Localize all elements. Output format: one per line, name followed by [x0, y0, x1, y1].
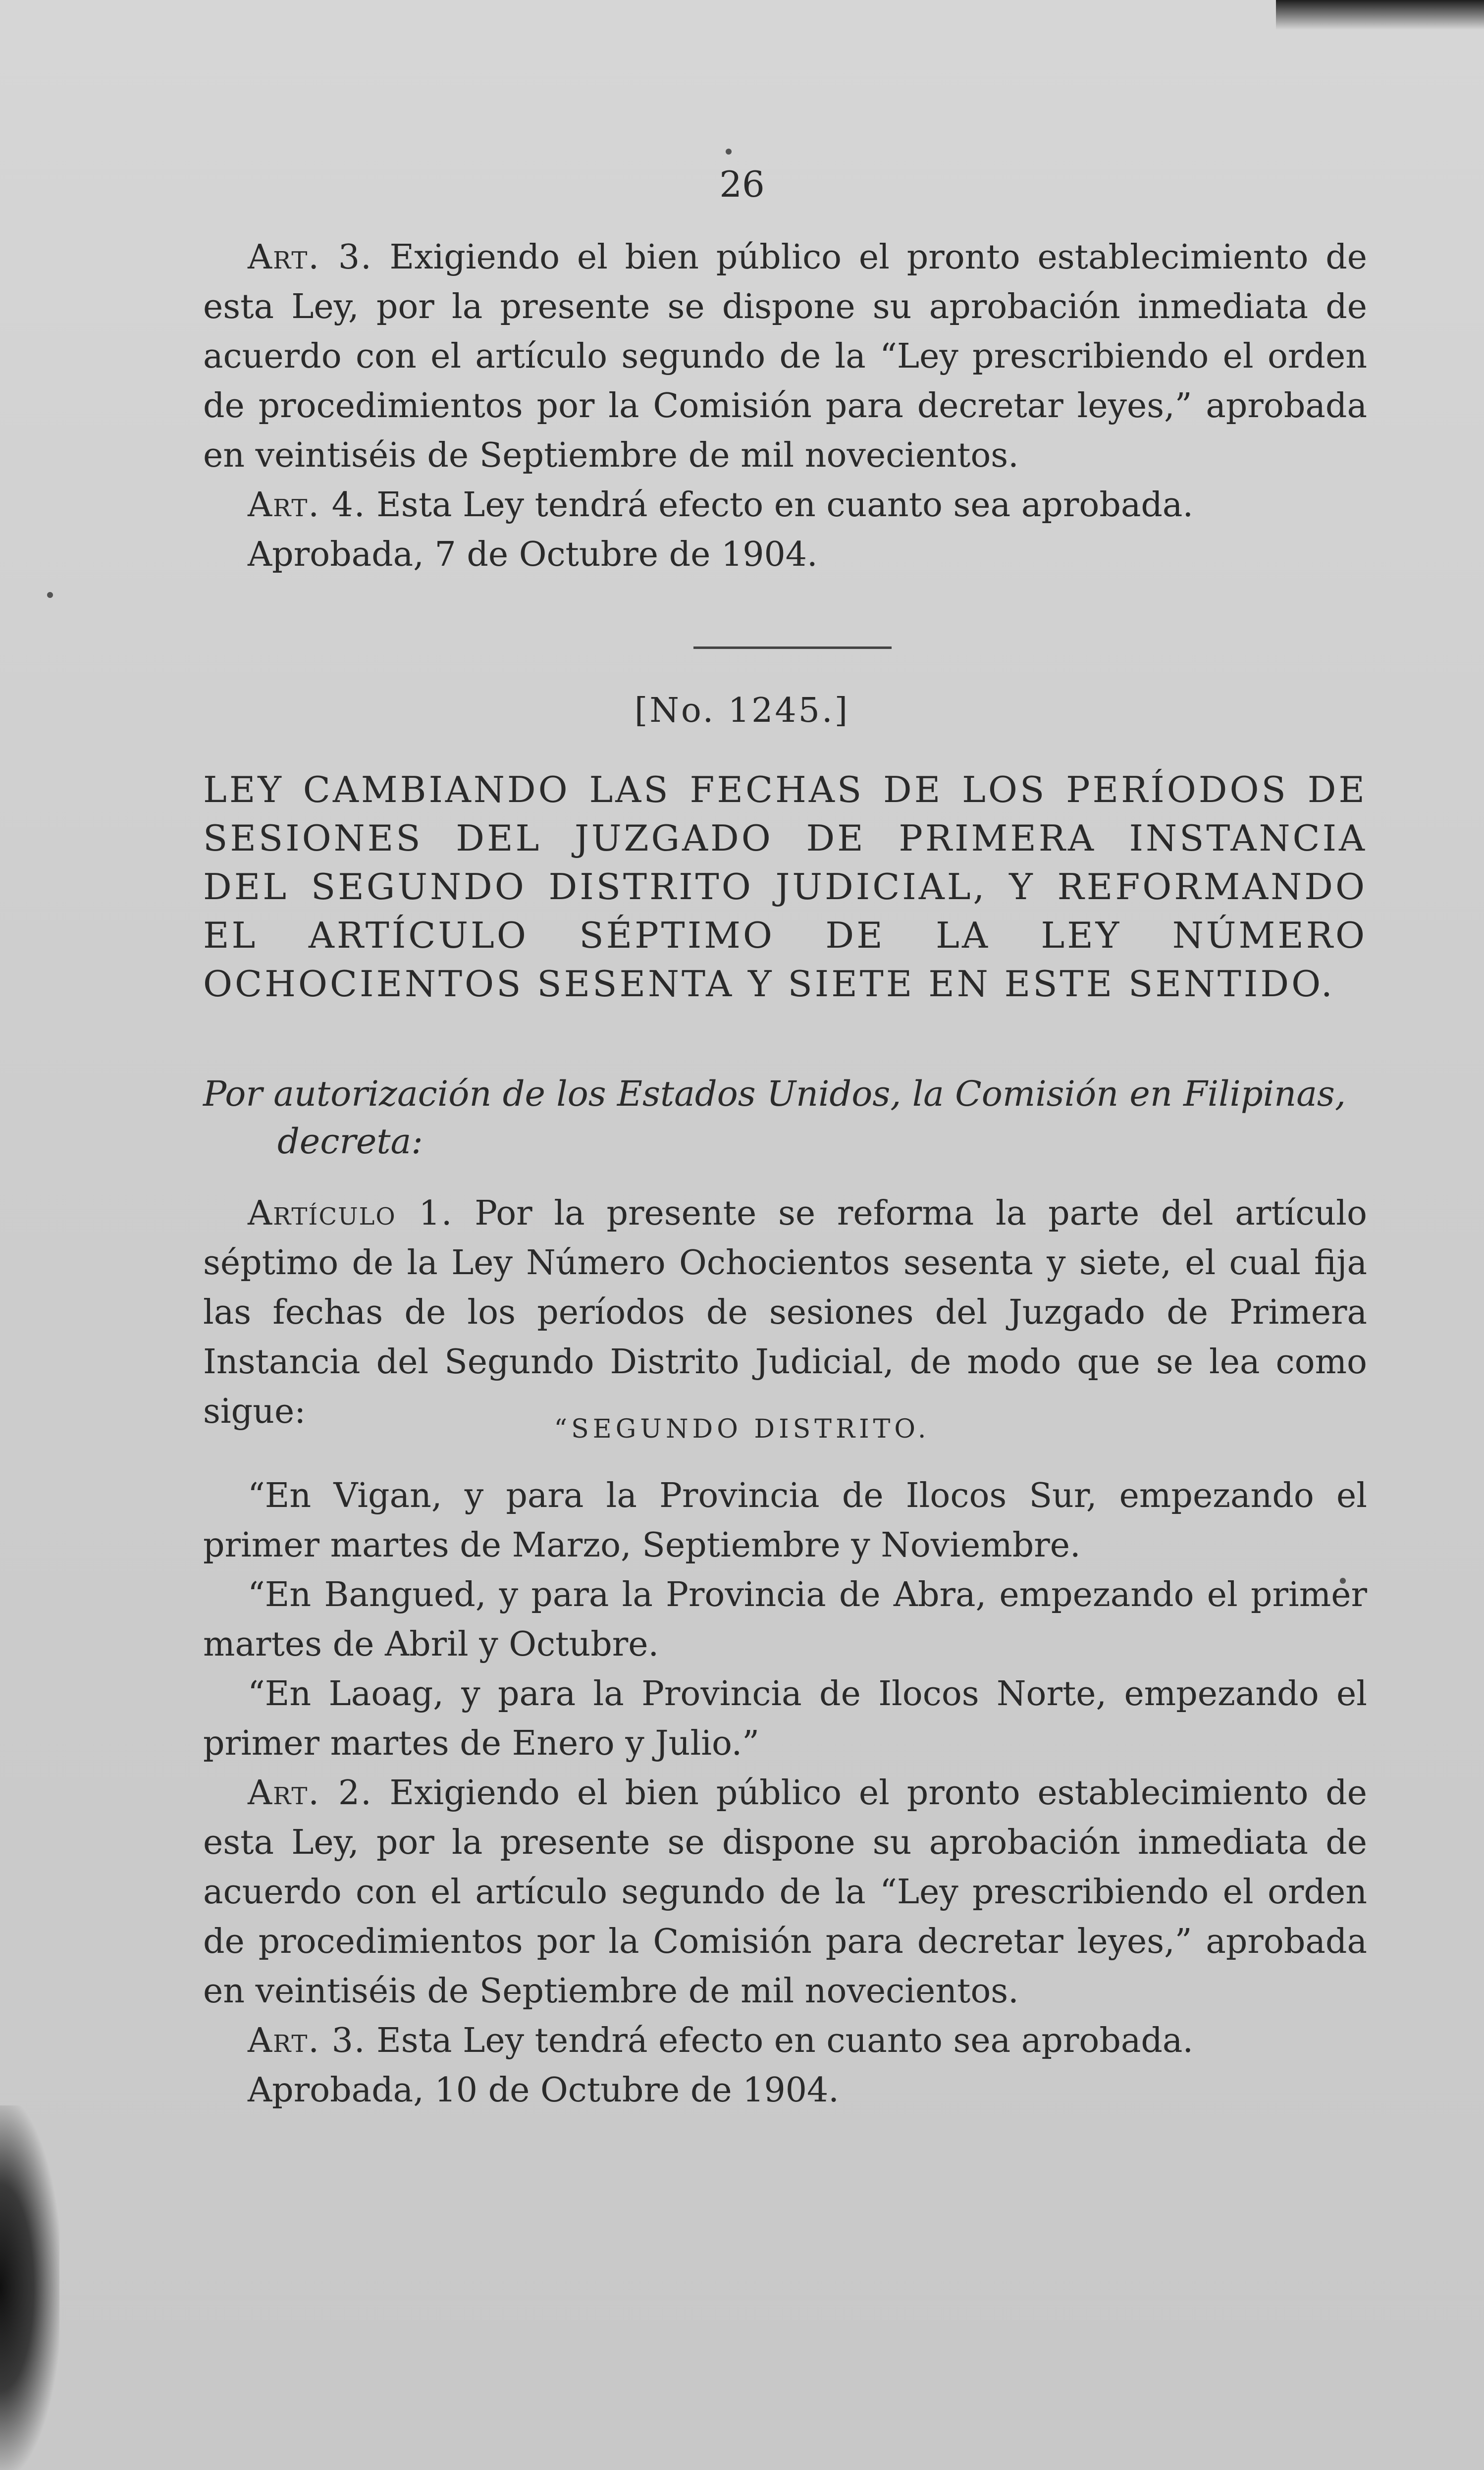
article-text: Esta Ley tendrá efecto en cuanto sea aprobada.	[376, 485, 1194, 525]
court-session-vigan: “En Vigan, y para la Provincia de Ilocos Sur, empezando el primer martes de Marzo, Septiembre y Noviembre.	[203, 1476, 1367, 1565]
law-title: LEY CAMBIANDO LAS FECHAS DE LOS PERÍODOS DE SESIONES DEL JUZGADO DE PRIMERA INSTANCIA DEL SEGUNDO DISTRITO JUDICIAL, Y REFORMANDO EL ARTÍCULO SÉPTIMO DE LA LEY NÚMERO OCHOCIENTOS SESENTA Y SIETE EN ESTE SENTIDO.	[203, 769, 1367, 1005]
article-text: Esta Ley tendrá efecto en cuanto sea aprobada.	[376, 2021, 1194, 2060]
article-4-paragraph	[203, 481, 1367, 530]
article-label: Artículo 1.	[248, 1194, 453, 1233]
article-label: Art. 2.	[248, 1773, 372, 1813]
court-session-laoag: “En Laoag, y para la Provincia de Ilocos Norte, empezando el primer martes de Enero y Julio.”	[203, 1674, 1367, 1763]
enacting-clause-line: Por autorización de los Estados Unidos, la Comisión en Filipinas,	[203, 1074, 1346, 1114]
article-label: Art. 4.	[248, 485, 366, 525]
page-number: 26	[719, 163, 765, 205]
law-body	[203, 1471, 1367, 2115]
article-text: Por la presente se reforma la parte del artículo séptimo de la Ley Número Ochocientos sesenta y siete, el cual fija las fechas de los períodos de sesiones del Juzgado de Primera Instancia del Segundo Distrito Judicial, de modo que se lea como sigue:	[203, 1194, 1367, 1431]
article-1-paragraph	[203, 1189, 1367, 1437]
scan-corner-shadow	[1276, 0, 1484, 30]
enacting-clause-decreta: decreta:	[277, 1121, 423, 1162]
enacting-clause	[203, 1070, 1367, 1165]
article-label: Art. 3.	[248, 2021, 366, 2060]
section-heading: “SEGUNDO DISTRITO.	[554, 1414, 930, 1444]
article-3-paragraph	[203, 2016, 1367, 2066]
section-divider	[693, 646, 892, 649]
scan-speck	[726, 149, 732, 155]
article-1-block	[203, 1189, 1367, 1437]
scan-edge-shadow	[0, 2105, 59, 2470]
article-label: Art. 3.	[248, 238, 372, 277]
law-number: [No. 1245.]	[634, 691, 850, 730]
article-2-paragraph	[203, 1769, 1367, 2016]
approval-date: Aprobada, 7 de Octubre de 1904.	[248, 535, 818, 574]
court-session-bangued: “En Bangued, y para la Provincia de Abra, empezando el primer martes de Abril y Octubre.	[203, 1575, 1367, 1664]
article-3-paragraph	[203, 233, 1367, 481]
article-text: Exigiendo el bien público el pronto establecimiento de esta Ley, por la presente se dispone su aprobación inmediata de acuerdo con el artículo segundo de la “Ley prescribiendo el orden de procedimientos por la Comisión para decretar leyes,” aprobada en veintiséis de Septiembre de mil novecientos.	[203, 1773, 1367, 2011]
approval-date: Aprobada, 10 de Octubre de 1904.	[248, 2071, 839, 2110]
article-text: Exigiendo el bien público el pronto establecimiento de esta Ley, por la presente se dispone su aprobación inmediata de acuerdo con el artículo segundo de la “Ley prescribiendo el orden de procedimientos por la Comisión para decretar leyes,” aprobada en veintiséis de Septiembre de mil novecientos.	[203, 238, 1367, 475]
previous-law-ending	[203, 233, 1367, 580]
scan-speck	[47, 592, 53, 598]
